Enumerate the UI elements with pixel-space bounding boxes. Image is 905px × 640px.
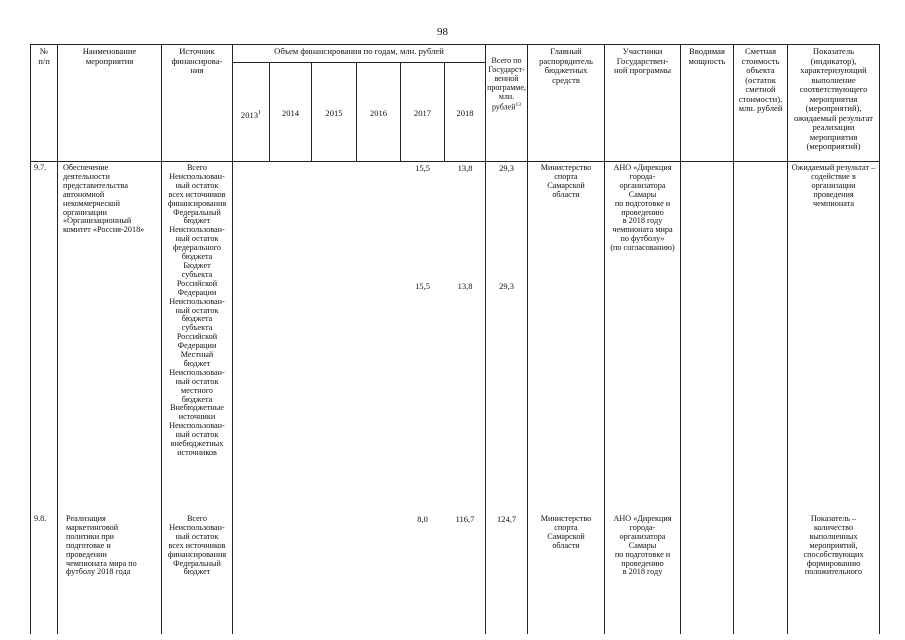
header-source: Источник финансирова- ния (171, 46, 223, 75)
row-num: 9.7. (34, 163, 47, 172)
row-name: Обеспечение деятельности представительства автономной некоммерческой организации «Организационный комитет «Россия-2018» (63, 163, 145, 235)
funding-table (30, 44, 880, 634)
row-sources: Всего Неиспользован- ный остаток всех источников финансирования Федеральный бюджет (167, 514, 227, 577)
header-year-2015: 2015 (325, 108, 343, 118)
col-border (30, 44, 31, 634)
header-funding: Объем финансирования по годам, млн. рублей (274, 46, 444, 56)
col-border (485, 44, 486, 634)
header-participants: Участники Государствен- ной программы (613, 46, 672, 75)
header-year-2013: 2013$^1$ (240, 109, 262, 120)
table-top-border (30, 44, 880, 45)
row-indicator: Показатель – количество выполненных мероприятий, способствующих формированию положительного (803, 514, 864, 577)
value-2018: 13,8 (457, 163, 473, 173)
header-total: Всего по Государст- венной программе, млн. рублей$^{13}$ (487, 56, 526, 112)
row-sources: Всего Неиспользован- ный остаток всех источников финансирования Федеральный бюджет Неиспользован- ный остаток федерального бюджета Бюджет субъекта Российской Федерации Неиспользован- ный остаток бюджета субъекта Российской Федерации Местный бюджет Неиспользован- ный остаток местного бюджета Внебюджетные источники Неиспользован- ный остаток внебюджетных источников (167, 163, 227, 457)
value-total-regional: 29,3 (499, 281, 514, 291)
col-border (733, 44, 734, 634)
row-indicator: Ожидаемый результат – содействие в организации проведения чемпионата (791, 163, 876, 208)
value-2018-regional: 13,8 (457, 281, 473, 291)
row-participants: АНО «Дирекция города- организатора Самары по подготовке и проведению в 2018 году (613, 514, 672, 577)
header-bottom-border (30, 161, 880, 162)
header-main-manager: Главный распорядитель бюджетных средств (539, 46, 593, 85)
value-2018: 116,7 (455, 514, 475, 524)
value-total: 124,7 (496, 514, 517, 524)
header-year-2016: 2016 (369, 108, 388, 118)
col-border (680, 44, 681, 634)
header-year-2014: 2014 (281, 108, 300, 118)
header-cost: Сметная стоимость объекта (остаток сметной стоимости), млн. рублей (738, 46, 783, 113)
value-total: 29,3 (499, 163, 514, 173)
value-2017: 8,0 (417, 514, 428, 524)
header-name: Наименование мероприятия (82, 46, 137, 66)
page-number: 98 (437, 26, 448, 38)
header-year-2017: 2017 (413, 108, 432, 118)
header-num: № п/п (38, 46, 50, 66)
col-border (879, 44, 880, 634)
row-num: 9.8. (34, 514, 47, 523)
header-year-2018: 2018 (456, 108, 474, 118)
header-indicator: Показатель (индикатор), характеризующий выполнение соответствующего мероприятия (мероприятий), ожидаемый результат реализации мероприятия (мероприятий) (793, 46, 874, 151)
row-name: Реализация маркетинговой политики при подготовке и проведении чемпионата мира по футболу 2018 года (66, 514, 137, 577)
value-2017: 15,5 (415, 163, 430, 173)
header-capacity: Вводимая мощность (688, 46, 726, 66)
value-2017-regional: 15,5 (415, 281, 430, 291)
row-main-manager: Министерство спорта Самарской области (540, 514, 592, 550)
row-participants: АНО «Дирекция города- организатора Самары по подготовке и проведению в 2018 году чемпионата мира по футболу» (по согласованию) (610, 163, 675, 253)
col-border (232, 44, 233, 634)
col-border (57, 44, 58, 634)
row-main-manager: Министерство спорта Самарской области (540, 163, 592, 199)
